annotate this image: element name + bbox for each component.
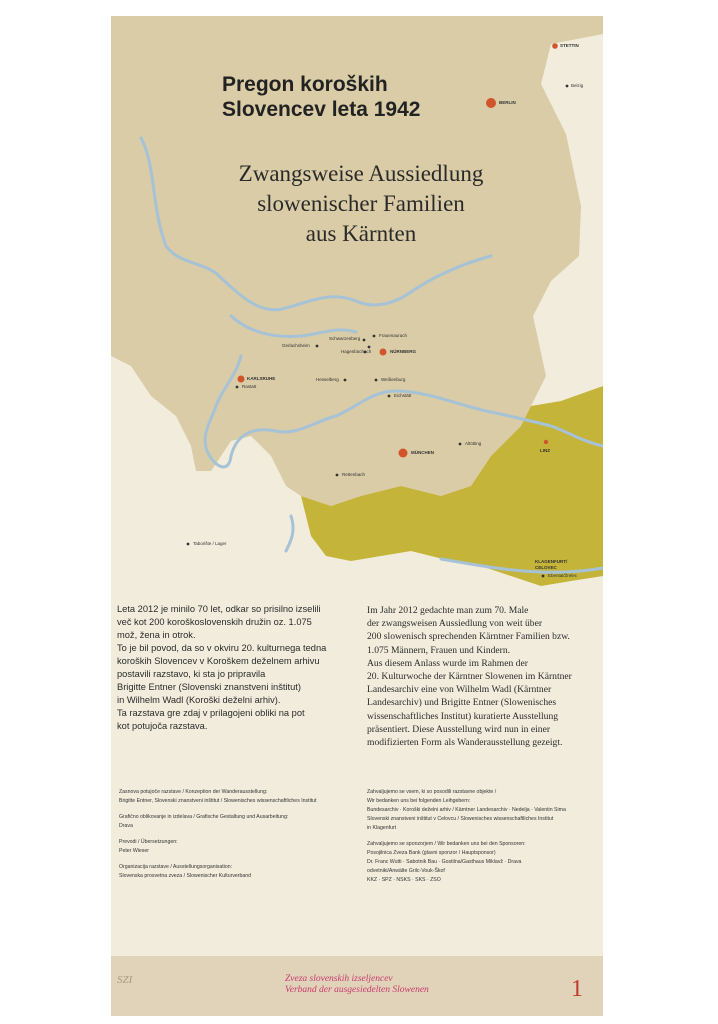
credit-design (119, 813, 359, 831)
credit-line: Drava (119, 823, 133, 829)
credit-line: KKZ · SPZ · NSKS · SKS · ZSO (367, 877, 441, 883)
title-sl-line1: Pregon koroških (222, 73, 388, 96)
text-line: Brigitte Entner (Slovenski znanstveni inštitut) (117, 682, 301, 692)
credit-line: Grafično oblikovanje in izdelava / Grafische Gestaltung und Ausarbeitung: (119, 814, 289, 820)
title-de-line3: aus Kärnten (305, 221, 417, 246)
credit-line: Posojilnica Zveza Bank (glavni sponzor / Hauptsponsor) (367, 850, 496, 856)
credit-organization (119, 863, 359, 881)
city-berlin: BERLIN (499, 100, 516, 105)
title-slovenian (222, 72, 522, 122)
credit-line: Wir bedanken uns bei folgenden Leihgebern: (367, 798, 471, 804)
text-line: kot potujoča razstava. (117, 721, 208, 731)
credit-line: odvetniki/Anwälte Grilc-Vouk-Škof (367, 868, 445, 874)
city-stettin: STETTIN (560, 43, 579, 48)
credit-translation (119, 838, 359, 856)
organization-name (285, 974, 429, 996)
text-line: več kot 200 koroškoslovenskih družin oz. 1.075 (117, 617, 312, 627)
city-rettenbach: Rettenbach (342, 472, 366, 477)
text-line: 200 slowenisch sprechenden Kärntner Familien bzw. (367, 631, 570, 643)
credit-line: Organizacija razstave / Ausstellungsorganisation: (119, 864, 233, 870)
intro-text-german (367, 604, 599, 749)
credit-concept (119, 788, 359, 806)
org-name-sl: Zveza slovenskih izseljencev (285, 974, 393, 984)
city-klagenfurt-line1: KLAGENFURT/ (535, 559, 568, 564)
poster (111, 16, 603, 1016)
city-hagenbuechach: Hagenbüchach (341, 349, 372, 354)
text-line: Im Jahr 2012 gedachte man zum 70. Male (367, 605, 529, 616)
credit-line: Bundesarchiv · Koroški deželni arhiv / Kärntner Landesarchiv · Nedelja · Valentin Sima (367, 807, 566, 813)
credit-line: Dr. Franc Wutti · Sabotnik Bau · Gostilna/Gasthaus Miklavž · Drava (367, 859, 522, 865)
credits-right (367, 788, 599, 892)
text-line: koroških Slovencev v Koroškem deželnem arhivu (117, 656, 320, 666)
text-line: Aus diesem Anlass wurde im Rahmen der (367, 657, 528, 669)
city-klagenfurt-line2: CELOVEC (535, 564, 557, 570)
credit-line: in Klagenfurt (367, 825, 397, 831)
title-de-line1: Zwangsweise Aussiedlung (238, 161, 484, 186)
page-number: 1 (571, 976, 583, 1002)
credit-sponsors (367, 840, 599, 885)
text-line: Landesarchiv) und Brigitte Entner (Slowenisches (367, 697, 557, 709)
city-hesselberg: Hesselberg (316, 377, 339, 382)
city-tabor: Taborište / Lager (193, 541, 227, 546)
city-belzig: Belzig (571, 83, 584, 88)
text-line: 1.075 Männern, Frauen und Kindern. (367, 644, 511, 656)
title-german (171, 159, 551, 249)
text-line: in Wilhelm Wadl (Koroški deželni arhiv). (117, 695, 281, 705)
credit-line: Peter Wieser (119, 848, 149, 854)
city-rastatt: Rastatt (242, 384, 257, 389)
credit-line: Slovenska prosvetna zveza / Slowenischer Kulturverband (119, 873, 252, 879)
credit-line: Brigitte Entner, Slovenski znanstveni inštitut / Slowenisches wissenschaftliches Institut (119, 798, 317, 804)
credit-line: Zasnova potujoče razstave / Konzeption der Wanderausstellung: (119, 789, 268, 795)
city-klagenfurt (535, 559, 567, 570)
intro-text-slovenian (117, 603, 342, 733)
city-frauenaurach: Frauenaurach (379, 333, 408, 338)
city-eichstaett: Eichstätt (394, 393, 412, 398)
text-line: der zwangsweisen Aussiedlung von weit über (367, 618, 543, 630)
city-karlsruhe: KARLSRUHE (247, 376, 276, 381)
city-weissenburg: Weißenburg (381, 377, 406, 382)
credit-lenders (367, 788, 599, 833)
text-line: präsentiert. Diese Ausstellung wird nun in einer (367, 723, 551, 735)
city-muenchen: MÜNCHEN (411, 450, 434, 455)
credit-line: Zahvaljujemo se sponzorjem / Wir bedanken uns bei den Sponsoren: (367, 841, 526, 847)
city-schwarzenberg: Schwarzenberg (329, 336, 361, 341)
text-line: modifizierten Form als Wanderausstellung gezeigt. (367, 737, 563, 749)
credits-left (119, 788, 359, 888)
org-name-de: Verband der ausgesiedelten Slowenen (285, 985, 429, 995)
text-line: postavili razstavo, ki sta jo pripravila (117, 669, 266, 679)
city-gerlachsheim: Gerlachsheim (282, 343, 310, 348)
szi-logo: SZI (117, 974, 133, 986)
credit-line: Slovenski znanstveni inštitut v Celovcu / Slowenisches wissenschaftliches Institut (367, 816, 554, 822)
footer (111, 956, 603, 1016)
credit-line: Prevodi / Übersetzungen: (119, 839, 178, 845)
text-line: mož, žena in otrok. (117, 630, 196, 640)
city-nuernberg: NÜRNBERG (390, 349, 417, 354)
text-line: To je bil povod, da so v okviru 20. kulturnega tedna (117, 643, 327, 653)
text-line: Landesarchiv eine von Wilhelm Wadl (Kärntner (367, 684, 552, 696)
text-line: Ta razstava gre zdaj v prilagojeni obliki na pot (117, 708, 305, 718)
title-sl-line2: Slovencev leta 1942 (222, 98, 421, 121)
text-line: 20. Kulturwoche der Kärntner Slowenen im Kärntner (367, 671, 572, 683)
city-linz: LINZ (540, 448, 550, 453)
city-altoetting: Altötting (465, 441, 482, 446)
text-line: wissenschaftliches Institut) kuratierte Ausstellung (367, 710, 559, 722)
text-line: Leta 2012 je minilo 70 let, odkar so prisilno izselili (117, 604, 321, 614)
city-ebental: Ebental/Žrelec (548, 573, 578, 578)
title-de-line2: slowenischer Familien (257, 191, 465, 216)
credit-line: Zahvaljujemo se vsem, ki so posodili razstavne objekte / (367, 789, 497, 795)
